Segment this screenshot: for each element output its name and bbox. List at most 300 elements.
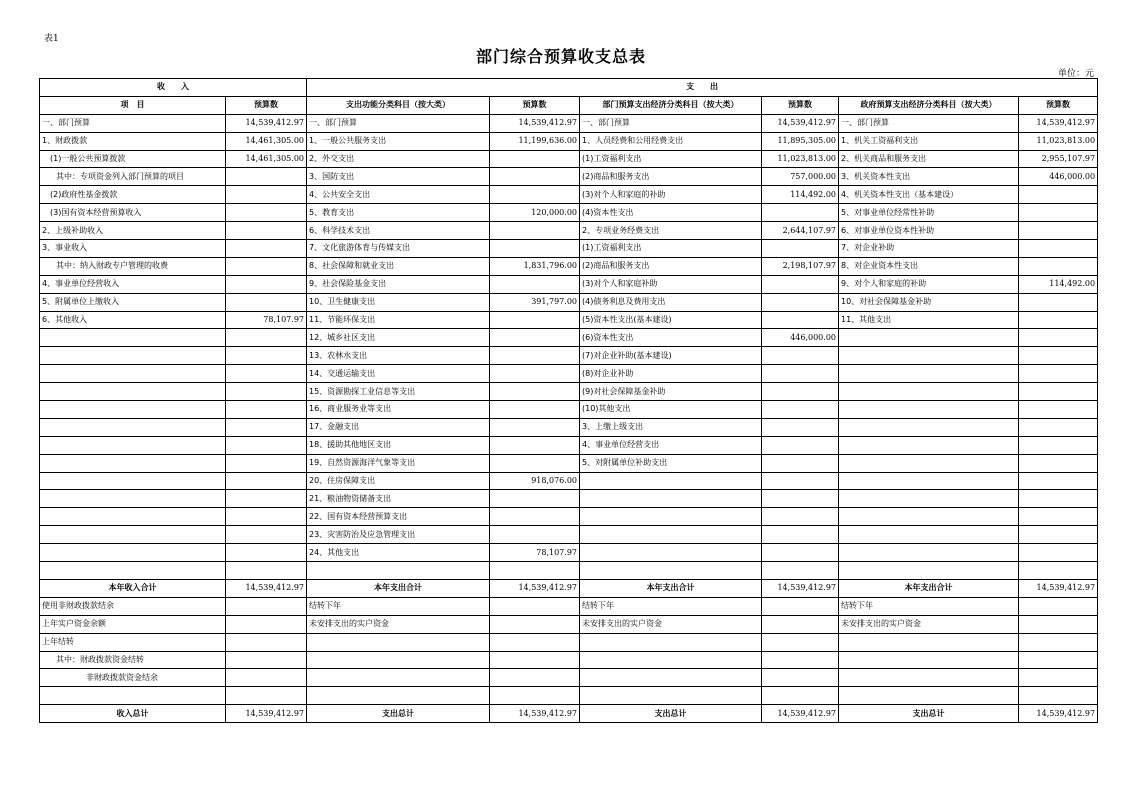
amount-cell [226,562,307,580]
item-cell: 5、对附属单位补助支出 [580,454,762,472]
table-row [40,293,1098,311]
item-cell: 其中：纳入财政专户管理的收费 [40,257,226,275]
amount-cell [1019,615,1098,633]
item-cell: 2、专项业务经费支出 [580,222,762,240]
amount-cell [226,275,307,293]
item-cell: 未安排支出的实户资金 [580,615,762,633]
amount-cell [762,526,839,544]
table-row [40,454,1098,472]
table-row [40,633,1098,651]
amount-cell [762,472,839,490]
table-row [40,597,1098,615]
amount-cell [1019,633,1098,651]
item-cell [580,544,762,562]
amount-cell [762,687,839,705]
amount-cell: 446,000.00 [1019,168,1098,186]
item-cell: 1、财政拨款 [40,132,226,150]
item-cell: 15、资源勘探工业信息等支出 [307,383,490,401]
item-cell [839,508,1019,526]
amount-cell: 14,539,412.97 [226,114,307,132]
item-cell: 10、卫生健康支出 [307,293,490,311]
item-cell: 3、事业收入 [40,240,226,258]
item-cell: (2)商品和服务支出 [580,168,762,186]
amount-cell [1019,311,1098,329]
amount-cell [226,436,307,454]
table-row [40,240,1098,258]
item-cell: 本年支出合计 [839,579,1019,597]
amount-cell [762,490,839,508]
item-cell [839,383,1019,401]
table-row [40,472,1098,490]
amount-cell [762,401,839,419]
amount-cell: 114,492.00 [762,186,839,204]
amount-cell [490,401,580,419]
amount-cell [226,168,307,186]
item-cell: 20、住房保障支出 [307,472,490,490]
item-cell: (9)对社会保障基金补助 [580,383,762,401]
column-header: 预算数 [762,96,839,114]
table-row [40,150,1098,168]
item-cell: 2、机关商品和服务支出 [839,150,1019,168]
column-header: 政府预算支出经济分类科目（按大类） [839,96,1019,114]
amount-cell [1019,186,1098,204]
table-row [40,669,1098,687]
item-cell [40,490,226,508]
amount-cell [1019,204,1098,222]
amount-cell: 11,199,636.00 [490,132,580,150]
item-cell [40,508,226,526]
amount-cell [490,222,580,240]
amount-cell [226,544,307,562]
amount-cell: 14,539,412.97 [1019,705,1098,723]
item-cell [40,526,226,544]
item-cell [839,633,1019,651]
item-cell: 7、对企业补助 [839,240,1019,258]
amount-cell [226,633,307,651]
table-row [40,168,1098,186]
item-cell: 1、一般公共服务支出 [307,132,490,150]
table-row [40,222,1098,240]
amount-cell [490,383,580,401]
amount-cell [1019,222,1098,240]
amount-cell [490,186,580,204]
amount-cell [762,544,839,562]
amount-cell [226,597,307,615]
item-cell: 18、援助其他地区支出 [307,436,490,454]
item-cell: 5、对事业单位经常性补助 [839,204,1019,222]
item-cell [40,562,226,580]
item-cell [839,472,1019,490]
item-cell: 14、交通运输支出 [307,365,490,383]
item-cell: 5、教育支出 [307,204,490,222]
amount-cell [490,490,580,508]
item-cell: 使用非财政拨款结余 [40,597,226,615]
item-cell [307,562,490,580]
budget-table [39,78,1098,723]
item-cell: 19、自然资源海洋气象等支出 [307,454,490,472]
amount-cell [490,508,580,526]
item-cell: (4)债务利息及费用支出 [580,293,762,311]
item-cell [40,401,226,419]
item-cell: 支出总计 [307,705,490,723]
amount-cell: 14,539,412.97 [762,579,839,597]
item-cell: 本年支出合计 [580,579,762,597]
item-cell: (3)对个人和家庭补助 [580,275,762,293]
amount-cell [490,651,580,669]
amount-cell: 2,955,107.97 [1019,150,1098,168]
item-cell: 未安排支出的实户资金 [307,615,490,633]
item-cell: 一、部门预算 [40,114,226,132]
table-row [40,490,1098,508]
item-cell [307,651,490,669]
amount-cell [762,365,839,383]
table-row [40,204,1098,222]
table-row [40,132,1098,150]
table-row [40,311,1098,329]
amount-cell [1019,472,1098,490]
amount-cell [1019,454,1098,472]
item-cell [839,651,1019,669]
amount-cell [226,526,307,544]
amount-cell: 14,539,412.97 [490,705,580,723]
item-cell [839,669,1019,687]
table-row [40,508,1098,526]
column-header: 项 目 [40,96,226,114]
amount-cell [762,597,839,615]
amount-cell [1019,597,1098,615]
amount-cell: 78,107.97 [490,544,580,562]
item-cell: 8、对企业资本性支出 [839,257,1019,275]
column-header: 预算数 [226,96,307,114]
item-cell: 其中：财政拨款资金结转 [40,651,226,669]
item-cell: 12、城乡社区支出 [307,329,490,347]
item-cell: (7)对企业补助(基本建设) [580,347,762,365]
amount-cell [762,347,839,365]
item-cell: 未安排支出的实户资金 [839,615,1019,633]
item-cell: 21、粮油物资储备支出 [307,490,490,508]
amount-cell [1019,508,1098,526]
item-cell: 7、文化旅游体育与传媒支出 [307,240,490,258]
amount-cell [762,651,839,669]
amount-cell [1019,401,1098,419]
table-row [40,383,1098,401]
amount-cell [1019,365,1098,383]
item-cell: 其中：专项资金列入部门预算的项目 [40,168,226,186]
item-cell: 11、其他支出 [839,311,1019,329]
amount-cell [1019,418,1098,436]
amount-cell [1019,651,1098,669]
item-cell: (8)对企业补助 [580,365,762,383]
item-cell: 4、事业单位经营收入 [40,275,226,293]
amount-cell [762,275,839,293]
item-cell [580,651,762,669]
amount-cell [490,615,580,633]
amount-cell [762,383,839,401]
item-cell [580,472,762,490]
item-cell: 非财政拨款资金结余 [40,669,226,687]
item-cell: 本年收入合计 [40,579,226,597]
amount-cell: 918,076.00 [490,472,580,490]
amount-cell [490,526,580,544]
item-cell: 9、对个人和家庭的补助 [839,275,1019,293]
amount-cell [490,562,580,580]
amount-cell: 2,198,107.97 [762,257,839,275]
item-cell [40,436,226,454]
item-cell [307,633,490,651]
item-cell [839,490,1019,508]
amount-cell: 14,539,412.97 [762,705,839,723]
page-title: 部门综合预算收支总表 [475,47,646,66]
amount-cell [762,240,839,258]
unit-label: 单位：元 [1057,69,1094,79]
amount-cell [762,615,839,633]
item-cell: 结转下年 [580,597,762,615]
item-cell [839,526,1019,544]
amount-cell: 2,644,107.97 [762,222,839,240]
item-cell: 上年结转 [40,633,226,651]
amount-cell [490,669,580,687]
item-cell: 收入总计 [40,705,226,723]
amount-cell [1019,490,1098,508]
item-cell: 2、上级补助收入 [40,222,226,240]
amount-cell: 1,831,796.00 [490,257,580,275]
item-cell [580,508,762,526]
amount-cell [762,293,839,311]
table-row [40,651,1098,669]
amount-cell [1019,240,1098,258]
item-cell [40,418,226,436]
amount-cell [226,365,307,383]
amount-cell [490,329,580,347]
item-cell: 6、科学技术支出 [307,222,490,240]
amount-cell: 14,461,305.00 [226,150,307,168]
item-cell: (1)一般公共预算拨款 [40,150,226,168]
item-cell: 24、其他支出 [307,544,490,562]
amount-cell: 14,539,412.97 [762,114,839,132]
table-row [40,365,1098,383]
item-cell [580,633,762,651]
item-cell: (3)对个人和家庭的补助 [580,186,762,204]
amount-cell: 14,539,412.97 [226,579,307,597]
item-cell [839,687,1019,705]
amount-cell [226,347,307,365]
group-header-row [40,79,1098,97]
item-cell: 1、人员经费和公用经费支出 [580,132,762,150]
table-row [40,579,1098,597]
group-header-expense: 支 出 [307,79,1098,97]
item-cell [839,436,1019,454]
column-header: 部门预算支出经济分类科目（按大类） [580,96,762,114]
item-cell [839,329,1019,347]
item-cell [40,454,226,472]
item-cell [839,401,1019,419]
amount-cell [226,490,307,508]
item-cell: 1、机关工资福利支出 [839,132,1019,150]
column-header: 预算数 [1019,96,1098,114]
item-cell: (1)工资福利支出 [580,240,762,258]
amount-cell [226,222,307,240]
table-row [40,544,1098,562]
item-cell: (4)资本性支出 [580,204,762,222]
item-cell [40,544,226,562]
item-cell: 3、国防支出 [307,168,490,186]
item-cell: 11、节能环保支出 [307,311,490,329]
amount-cell [226,508,307,526]
amount-cell [1019,383,1098,401]
item-cell: 22、国有资本经营预算支出 [307,508,490,526]
item-cell [307,669,490,687]
amount-cell [226,293,307,311]
item-cell [839,562,1019,580]
amount-cell: 114,492.00 [1019,275,1098,293]
item-cell: (1)工资福利支出 [580,150,762,168]
amount-cell [762,508,839,526]
amount-cell [762,633,839,651]
amount-cell [226,418,307,436]
item-cell [580,526,762,544]
table-tag: 表1 [44,34,59,44]
item-cell: (6)资本性支出 [580,329,762,347]
amount-cell [226,257,307,275]
amount-cell [1019,436,1098,454]
item-cell: (2)政府性基金拨款 [40,186,226,204]
amount-cell: 120,000.00 [490,204,580,222]
amount-cell [226,651,307,669]
table-row [40,615,1098,633]
item-cell: 6、对事业单位资本性补助 [839,222,1019,240]
table-row [40,401,1098,419]
table-row [40,687,1098,705]
item-cell: 一、部门预算 [839,114,1019,132]
amount-cell [762,669,839,687]
amount-cell [490,150,580,168]
table-row [40,114,1098,132]
item-cell [580,687,762,705]
item-cell: 一、部门预算 [307,114,490,132]
amount-cell [1019,347,1098,365]
table-row [40,347,1098,365]
item-cell: 支出总计 [839,705,1019,723]
item-cell: 3、机关资本性支出 [839,168,1019,186]
amount-cell: 11,023,813.00 [762,150,839,168]
amount-cell: 391,797.00 [490,293,580,311]
amount-cell [490,311,580,329]
item-cell: 3、上缴上级支出 [580,418,762,436]
item-cell [580,490,762,508]
table-row [40,257,1098,275]
item-cell: 16、商业服务业等支出 [307,401,490,419]
amount-cell [226,401,307,419]
amount-cell [762,562,839,580]
amount-cell [762,311,839,329]
item-cell: (2)商品和服务支出 [580,257,762,275]
table-row [40,436,1098,454]
item-cell: 支出总计 [580,705,762,723]
amount-cell [226,240,307,258]
amount-cell: 14,539,412.97 [490,114,580,132]
item-cell: 上年实户资金余额 [40,615,226,633]
amount-cell [226,615,307,633]
item-cell [839,365,1019,383]
table-row [40,562,1098,580]
item-cell [40,347,226,365]
table-row [40,705,1098,723]
item-cell [40,329,226,347]
amount-cell [1019,329,1098,347]
amount-cell [762,436,839,454]
amount-cell [1019,293,1098,311]
amount-cell [762,204,839,222]
item-cell [307,687,490,705]
table-row [40,526,1098,544]
amount-cell [490,687,580,705]
table-row [40,275,1098,293]
amount-cell [226,472,307,490]
amount-cell [226,329,307,347]
amount-cell [1019,669,1098,687]
amount-cell [1019,544,1098,562]
amount-cell [490,275,580,293]
amount-cell [226,383,307,401]
amount-cell: 14,539,412.97 [1019,114,1098,132]
item-cell: 本年支出合计 [307,579,490,597]
amount-cell [1019,257,1098,275]
amount-cell [490,436,580,454]
item-cell [580,669,762,687]
amount-cell: 78,107.97 [226,311,307,329]
item-cell: 9、社会保险基金支出 [307,275,490,293]
item-cell [40,472,226,490]
amount-cell [1019,526,1098,544]
amount-cell: 11,023,813.00 [1019,132,1098,150]
amount-cell [490,597,580,615]
item-cell: 10、对社会保障基金补助 [839,293,1019,311]
group-header-income: 收 入 [40,79,307,97]
amount-cell [226,687,307,705]
amount-cell [762,454,839,472]
amount-cell [490,418,580,436]
amount-cell [226,204,307,222]
item-cell [839,544,1019,562]
table-row [40,186,1098,204]
amount-cell: 757,000.00 [762,168,839,186]
item-cell: (10)其他支出 [580,401,762,419]
amount-cell [762,418,839,436]
item-cell: (3)国有资本经营预算收入 [40,204,226,222]
amount-cell [1019,562,1098,580]
amount-cell [490,347,580,365]
item-cell: 23、灾害防治及应急管理支出 [307,526,490,544]
item-cell [580,562,762,580]
item-cell: 5、附属单位上缴收入 [40,293,226,311]
column-header: 预算数 [490,96,580,114]
item-cell: 6、其他收入 [40,311,226,329]
amount-cell [490,633,580,651]
item-cell: 4、事业单位经营支出 [580,436,762,454]
amount-cell [226,454,307,472]
amount-cell [226,669,307,687]
amount-cell: 446,000.00 [762,329,839,347]
item-cell: 17、金融支出 [307,418,490,436]
amount-cell [490,365,580,383]
item-cell: 8、社会保障和就业支出 [307,257,490,275]
amount-cell: 11,895,305.00 [762,132,839,150]
item-cell: 4、机关资本性支出（基本建设） [839,186,1019,204]
item-cell: 结转下年 [307,597,490,615]
item-cell [40,365,226,383]
amount-cell [1019,687,1098,705]
amount-cell [226,186,307,204]
